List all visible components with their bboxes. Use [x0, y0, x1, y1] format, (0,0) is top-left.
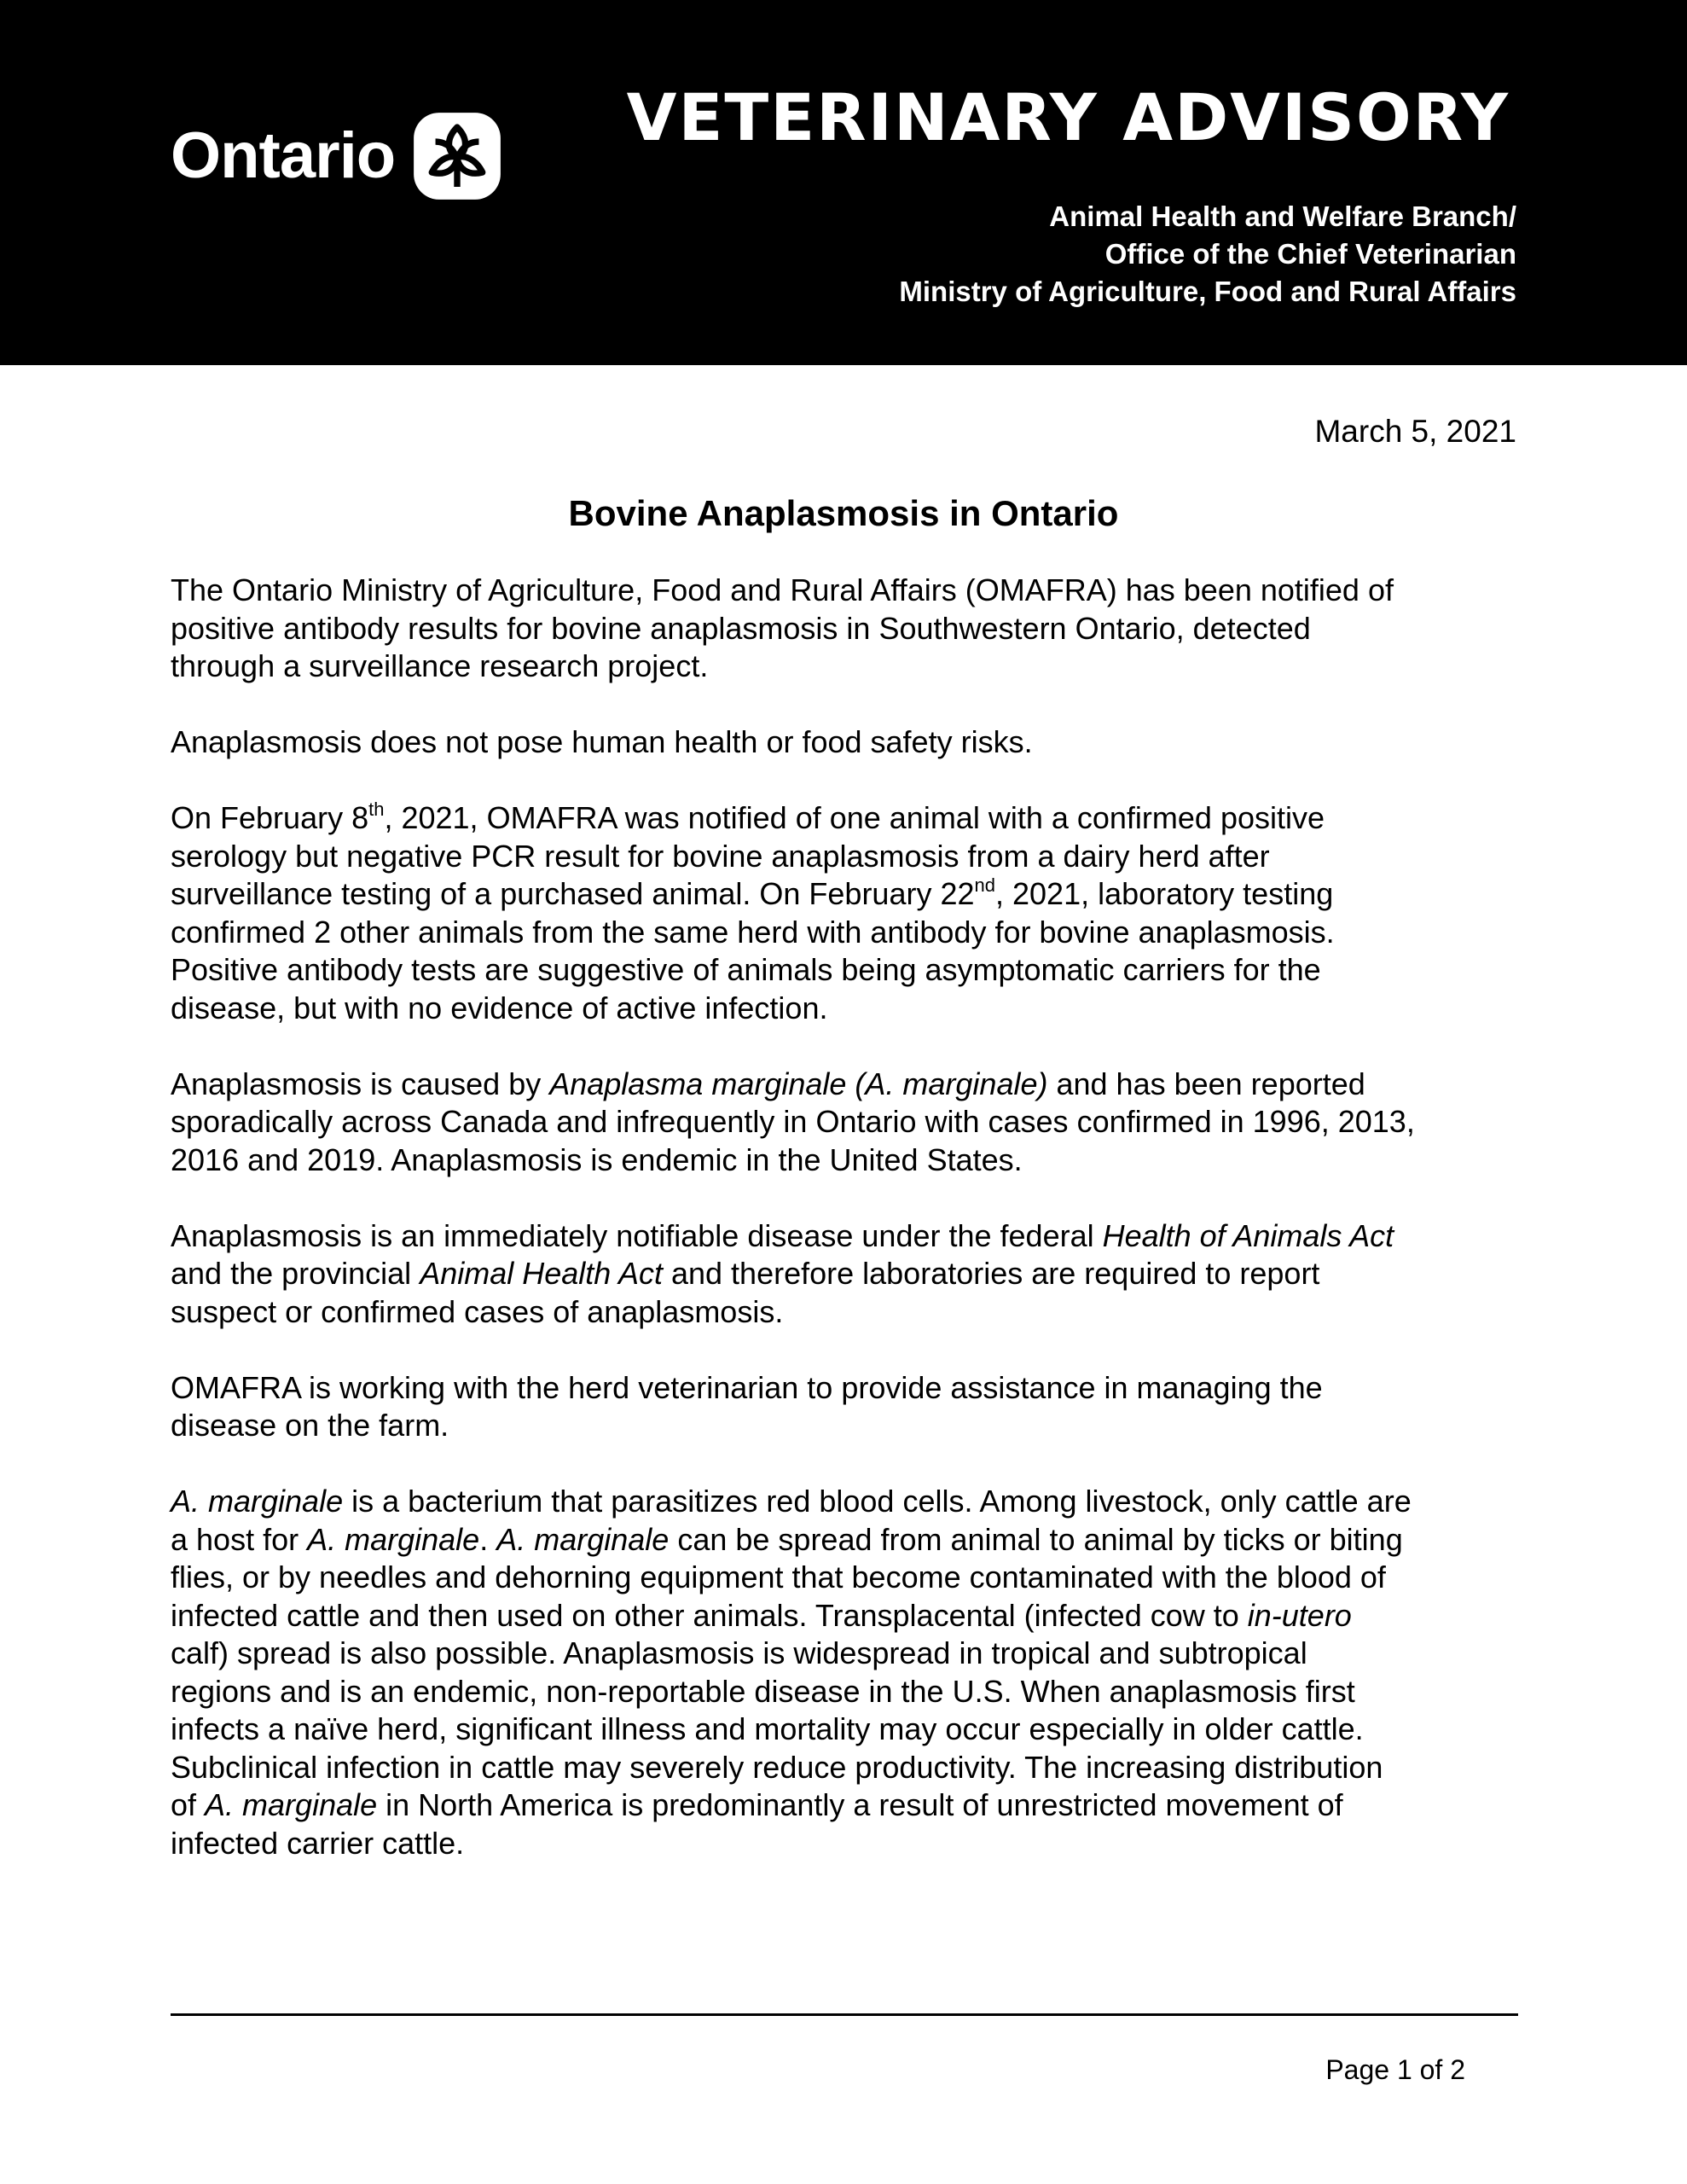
text-line: [171, 1483, 1527, 1521]
text-line: The Ontario Ministry of Agriculture, Food and Rural Affairs (OMAFRA) has been notified of: [171, 572, 1394, 607]
paragraph-notifiable: [171, 1217, 1527, 1332]
text-line: Subclinical infection in cattle may severely reduce productivity. The increasing distribution: [171, 1749, 1383, 1785]
text-line: serology but negative PCR result for bovine anaplasmosis from a dairy herd after: [171, 838, 1270, 874]
text-run: .: [479, 1521, 497, 1557]
paragraph-bacterium: [171, 1483, 1527, 1862]
department-line-1: Animal Health and Welfare Branch/: [1049, 200, 1516, 232]
text-run: is a bacterium that parasitizes red blood cells. Among livestock, only cattle are: [343, 1484, 1412, 1519]
text-run: On February 8: [171, 800, 369, 835]
text-line: infected carrier cattle.: [171, 1825, 465, 1861]
italic-run: Animal Health Act: [420, 1256, 663, 1291]
text-line: [171, 1786, 1527, 1825]
italic-run: A. marginale: [205, 1787, 378, 1822]
ordinal-suffix: nd: [974, 874, 995, 896]
text-line: Positive antibody tests are suggestive of animals being asymptomatic carriers for the: [171, 952, 1321, 987]
italic-run: A. marginale: [496, 1521, 670, 1557]
text-line: disease on the farm.: [171, 1408, 449, 1443]
italic-run: Anaplasma marginale (A. marginale): [549, 1066, 1048, 1101]
text-run: , 2021, laboratory testing: [995, 876, 1334, 911]
trillium-icon: [412, 111, 502, 201]
text-line: through a surveillance research project.: [171, 648, 709, 683]
paragraph-detection: [171, 799, 1527, 1027]
text-line: [171, 1255, 1527, 1293]
paragraph-safety: [171, 723, 1527, 762]
text-line: [171, 799, 1527, 838]
ordinal-suffix: th: [368, 799, 385, 820]
text-run: can be spread from animal to animal by ticks or biting: [669, 1521, 1403, 1557]
italic-run: in-utero: [1247, 1597, 1352, 1633]
italic-run: A. marginale: [307, 1521, 480, 1557]
paragraph-notification: [171, 572, 1527, 686]
text-run: surveillance testing of a purchased animal. On February 22: [171, 876, 975, 911]
department-info: [899, 198, 1516, 311]
italic-run: A. marginale: [171, 1484, 344, 1519]
text-line: [171, 1597, 1527, 1635]
text-run: in North America is predominantly a result of unrestricted movement of: [377, 1787, 1343, 1822]
italic-run: Health of Animals Act: [1102, 1217, 1394, 1253]
text-run: , 2021, OMAFRA was notified of one animal with a confirmed positive: [384, 800, 1325, 835]
text-line: OMAFRA is working with the herd veterinarian to provide assistance in managing the: [171, 1369, 1323, 1405]
text-run: and therefore laboratories are required to report: [662, 1256, 1320, 1291]
text-line: positive antibody results for bovine anaplasmosis in Southwestern Ontario, detected: [171, 610, 1311, 646]
text-line: [171, 1217, 1527, 1256]
document-body: [171, 572, 1527, 1901]
text-line: Anaplasmosis does not pose human health or food safety risks.: [171, 724, 1033, 759]
text-line: sporadically across Canada and infrequently in Ontario with cases confirmed in 1996, 2013,: [171, 1104, 1415, 1139]
header-banner: [0, 0, 1687, 365]
paragraph-assistance: [171, 1369, 1527, 1445]
department-line-3: Ministry of Agriculture, Food and Rural Affairs: [899, 276, 1516, 307]
text-line: infects a naïve herd, significant illness and mortality may occur especially in older cattle.: [171, 1711, 1364, 1746]
text-run: a host for: [171, 1521, 308, 1557]
text-run: and the provincial: [171, 1256, 420, 1291]
text-line: calf) spread is also possible. Anaplasmosis is widespread in tropical and subtropical: [171, 1635, 1307, 1670]
ontario-logo-wordmark: Ontario: [171, 119, 396, 192]
text-run: of: [171, 1787, 206, 1822]
text-line: [171, 875, 1527, 914]
text-line: regions and is an endemic, non-reportable disease in the U.S. When anaplasmosis first: [171, 1673, 1355, 1709]
footer-divider: [171, 2013, 1518, 2016]
text-line: [171, 1521, 1527, 1560]
text-run: Anaplasmosis is caused by: [171, 1066, 550, 1101]
advisory-date: March 5, 2021: [1314, 414, 1516, 449]
text-line: confirmed 2 other animals from the same herd with antibody for bovine anaplasmosis.: [171, 914, 1335, 950]
text-run: and has been reported: [1047, 1066, 1365, 1101]
text-line: flies, or by needles and dehorning equipment that become contaminated with the blood of: [171, 1560, 1386, 1594]
text-line: 2016 and 2019. Anaplasmosis is endemic in the United States.: [171, 1141, 1023, 1177]
text-run: Anaplasmosis is an immediately notifiable disease under the federal: [171, 1217, 1103, 1253]
text-run: infected cattle and then used on other animals. Transplacental (infected cow to: [171, 1597, 1248, 1633]
text-line: suspect or confirmed cases of anaplasmosis.: [171, 1293, 784, 1329]
text-line: [171, 1066, 1527, 1104]
text-line: disease, but with no evidence of active infection.: [171, 990, 828, 1025]
document-title: Bovine Anaplasmosis in Ontario: [568, 493, 1119, 533]
paragraph-cause: [171, 1066, 1527, 1180]
page-number: Page 1 of 2: [1325, 2054, 1465, 2085]
advisory-title: VETERINARY ADVISORY: [626, 79, 1510, 155]
department-line-2: Office of the Chief Veterinarian: [1104, 238, 1516, 270]
ontario-logo: [171, 111, 502, 201]
